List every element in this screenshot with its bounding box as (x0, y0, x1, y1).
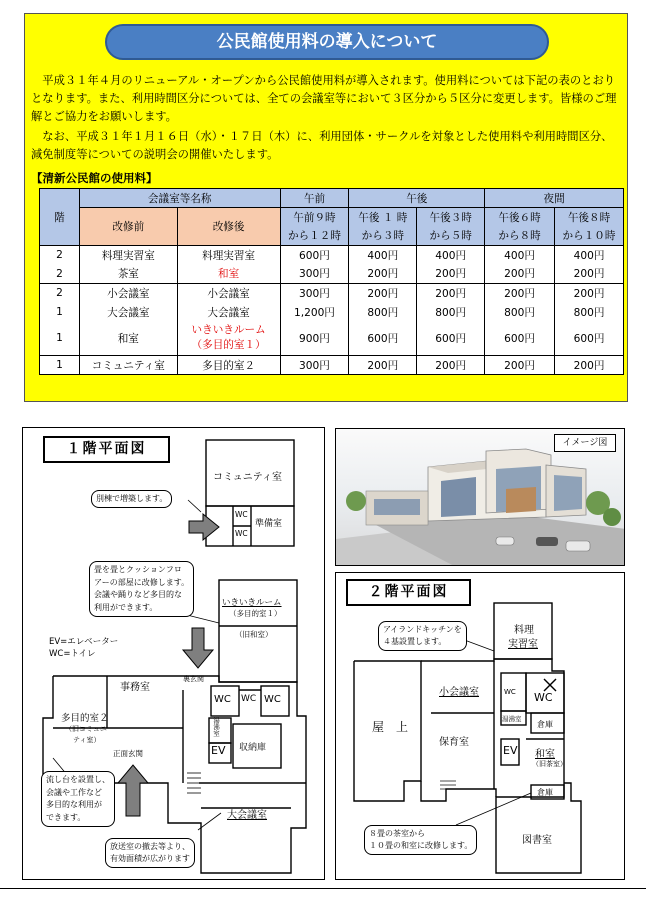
room-wc: WC (504, 688, 516, 696)
room-ikiiki: いきいきルーム (222, 598, 282, 608)
row-floor: 2 (40, 284, 80, 303)
table-row (40, 246, 624, 265)
note-sink-line: できます。 (46, 812, 86, 822)
row-fee: 600円 (349, 322, 417, 356)
header-afternoon: 午後 (349, 189, 485, 208)
floor-plan-1f (22, 427, 325, 880)
row-fee: 300円 (280, 356, 349, 375)
table-row (40, 303, 624, 322)
row-fee: 200円 (349, 284, 417, 303)
floor-plan-1f-title: １階平面図 (43, 436, 170, 463)
row-after-multiline (177, 322, 280, 356)
row-after: 料理実習室 (177, 246, 280, 265)
note-sink (41, 771, 115, 827)
room-hot-water: 湯沸室 (502, 715, 522, 723)
room-wc: WC (235, 529, 248, 538)
row-before: 料理実習室 (79, 246, 177, 265)
image-note-badge: イメージ図 (554, 434, 616, 452)
row-fee: 600円 (555, 322, 624, 356)
note-tea-line: １０畳の和室に改修します。 (369, 841, 473, 850)
header-night: 夜間 (485, 189, 624, 208)
row-fee: 800円 (485, 303, 555, 322)
row-fee: 400円 (417, 246, 485, 265)
row-fee: 200円 (485, 356, 555, 375)
row-fee: 200円 (555, 284, 624, 303)
room-office: 事務室 (120, 682, 150, 693)
row-floor: 2 (40, 265, 80, 284)
room-washitsu-old: （旧茶室） (532, 760, 567, 768)
row-after: 大会議室 (177, 303, 280, 322)
floor-plan-2f-title: ２階平面図 (346, 579, 471, 606)
note-tatami-line: 会議や踊りなど多目的な (94, 590, 182, 599)
slot4-end: から８時 (485, 227, 555, 246)
row-fee: 300円 (280, 265, 349, 284)
room-cooking-2: 実習室 (508, 639, 538, 650)
room-wc: WC (534, 691, 553, 704)
row-before: 和室 (79, 322, 177, 356)
room-ev: EV (211, 744, 226, 757)
note-sink-line: 会議や工作など (46, 787, 102, 797)
note-kitchen-line: ４基設置します。 (383, 637, 447, 646)
room-storage: 倉庫 (537, 720, 553, 729)
row-floor: 1 (40, 322, 80, 356)
note-sink-line: 流し台を設置し、 (46, 775, 110, 784)
row-fee: 600円 (280, 246, 349, 265)
row-fee: 1,200円 (280, 303, 349, 322)
header-morning: 午前 (280, 189, 349, 208)
room-storage: 収納庫 (239, 743, 267, 753)
header-room-name: 会議室等名称 (79, 189, 280, 208)
room-hot-water: 湯沸室 (212, 717, 220, 737)
room-wc: WC (264, 694, 281, 705)
note-annex: 別棟で増築します。 (91, 490, 172, 508)
slot1-start: 午前９時 (280, 208, 349, 227)
room-ikiiki-old: （旧和室） (235, 630, 273, 639)
row-fee: 800円 (417, 303, 485, 322)
room-cooking: 料理 (514, 625, 534, 636)
row-fee: 800円 (555, 303, 624, 322)
building-rendering (335, 428, 625, 566)
slot2-end: から３時 (349, 227, 417, 246)
floor-plan-2f (335, 572, 625, 880)
note-broadcast-line: 有効面積が広がります (110, 854, 190, 863)
row-after: 小会議室 (177, 284, 280, 303)
slot5-start: 午後８時 (555, 208, 624, 227)
note-tea-line: ８畳の茶室から (369, 829, 425, 838)
row-fee: 200円 (349, 356, 417, 375)
table-row (40, 356, 624, 375)
room-wc: WC (241, 694, 257, 704)
slot2-start: 午後 １ 時 (349, 208, 417, 227)
room-small-hall: 小会議室 (439, 687, 479, 698)
room-multi2-old: （旧コミュニ (65, 725, 107, 733)
row-fee: 200円 (417, 265, 485, 284)
row-before: コミュニティ室 (79, 356, 177, 375)
row-floor: 1 (40, 303, 80, 322)
notice-title: 公民館使用料の導入について (105, 24, 549, 60)
note-tatami (89, 561, 194, 617)
room-multi2-old-2: ティ室） (73, 736, 101, 744)
row-fee: 400円 (485, 246, 555, 265)
row-fee: 200円 (417, 356, 485, 375)
note-broadcast-line: 放送室の撤去等より、 (110, 842, 190, 851)
note-kitchen (378, 621, 467, 651)
row-fee: 300円 (280, 284, 349, 303)
note-tatami-line: アーの部屋に改修します。 (94, 577, 190, 587)
row-fee: 800円 (349, 303, 417, 322)
note-sink-line: 多目的な利用が (46, 800, 102, 809)
row-after: いきいきルーム (191, 324, 266, 337)
note-broadcast (105, 838, 195, 868)
row-fee: 200円 (349, 265, 417, 284)
room-wc: WC (235, 510, 248, 519)
row-floor: 2 (40, 246, 80, 265)
legend-wc: WC=トイレ (49, 649, 96, 659)
row-after: 和室 (177, 265, 280, 284)
row-fee: 200円 (485, 265, 555, 284)
main-entrance: 正面玄関 (113, 749, 143, 758)
row-fee: 200円 (555, 265, 624, 284)
row-fee: 400円 (349, 246, 417, 265)
row-fee: 400円 (555, 246, 624, 265)
header-floor: 階 (40, 189, 80, 246)
notice-paragraph-1: 平成３１年４月のリニューアル・オープンから公民館使用料が導入されます。使用料については下記の表のとおりとなります。また、利用時間区分については、全ての会議室等において３区分から５区分に変更します。皆様のご理解とご協力をお願いします。 (31, 74, 617, 123)
slot3-end: から５時 (417, 227, 485, 246)
room-washitsu: 和室 (535, 749, 555, 760)
note-tatami-line: 利用ができます。 (94, 602, 158, 612)
row-fee: 600円 (485, 322, 555, 356)
header-after-renovation: 改修後 (177, 208, 280, 246)
row-fee: 200円 (485, 284, 555, 303)
slot3-start: 午後３時 (417, 208, 485, 227)
room-ikiiki-sub: （多目的室１） (229, 609, 282, 618)
back-entrance: 裏玄関 (183, 675, 204, 683)
row-floor: 1 (40, 356, 80, 375)
row-after-sub: （多目的室１） (191, 339, 266, 352)
room-storage: 倉庫 (537, 788, 553, 797)
footer-divider (0, 888, 646, 889)
slot1-end: から１２時 (280, 227, 349, 246)
table-row (40, 265, 624, 284)
row-after: 多目的室２ (177, 356, 280, 375)
header-before-renovation: 改修前 (79, 208, 177, 246)
legend-ev: EV=エレベーター (49, 637, 119, 647)
table-row (40, 322, 624, 356)
room-wc: WC (214, 694, 231, 705)
row-fee: 900円 (280, 322, 349, 356)
room-prep: 準備室 (255, 519, 283, 529)
row-fee: 200円 (555, 356, 624, 375)
room-library: 図書室 (522, 835, 552, 846)
row-before: 茶室 (79, 265, 177, 284)
note-tatami-line: 畳を畳とクッションフロ (94, 565, 182, 574)
row-fee: 600円 (417, 322, 485, 356)
slot5-end: から１０時 (555, 227, 624, 246)
room-multi2: 多目的室２ (61, 713, 109, 724)
row-before: 大会議室 (79, 303, 177, 322)
room-ev: EV (503, 744, 518, 757)
room-nursery: 保育室 (439, 737, 469, 748)
rooftop-label: 屋 上 (372, 720, 409, 734)
table-row (40, 284, 624, 303)
slot4-start: 午後６時 (485, 208, 555, 227)
fee-notice-panel (24, 13, 628, 402)
room-large-hall: 大会議室 (227, 810, 267, 821)
note-kitchen-line: アイランドキッチンを (383, 625, 462, 634)
table-caption: 【清新公民館の使用料】 (31, 171, 158, 185)
row-fee: 200円 (417, 284, 485, 303)
fee-table (39, 188, 624, 375)
notice-paragraph-2: なお、平成３１年１月１６日（水）・１７日（木）に、利用団体・サークルを対象とした使用料や利用時間区分、減免制度等についての説明会の開催いたします。 (31, 130, 613, 161)
row-before: 小会議室 (79, 284, 177, 303)
note-tea-room (364, 825, 477, 855)
room-community: コミュニティ室 (213, 472, 282, 483)
